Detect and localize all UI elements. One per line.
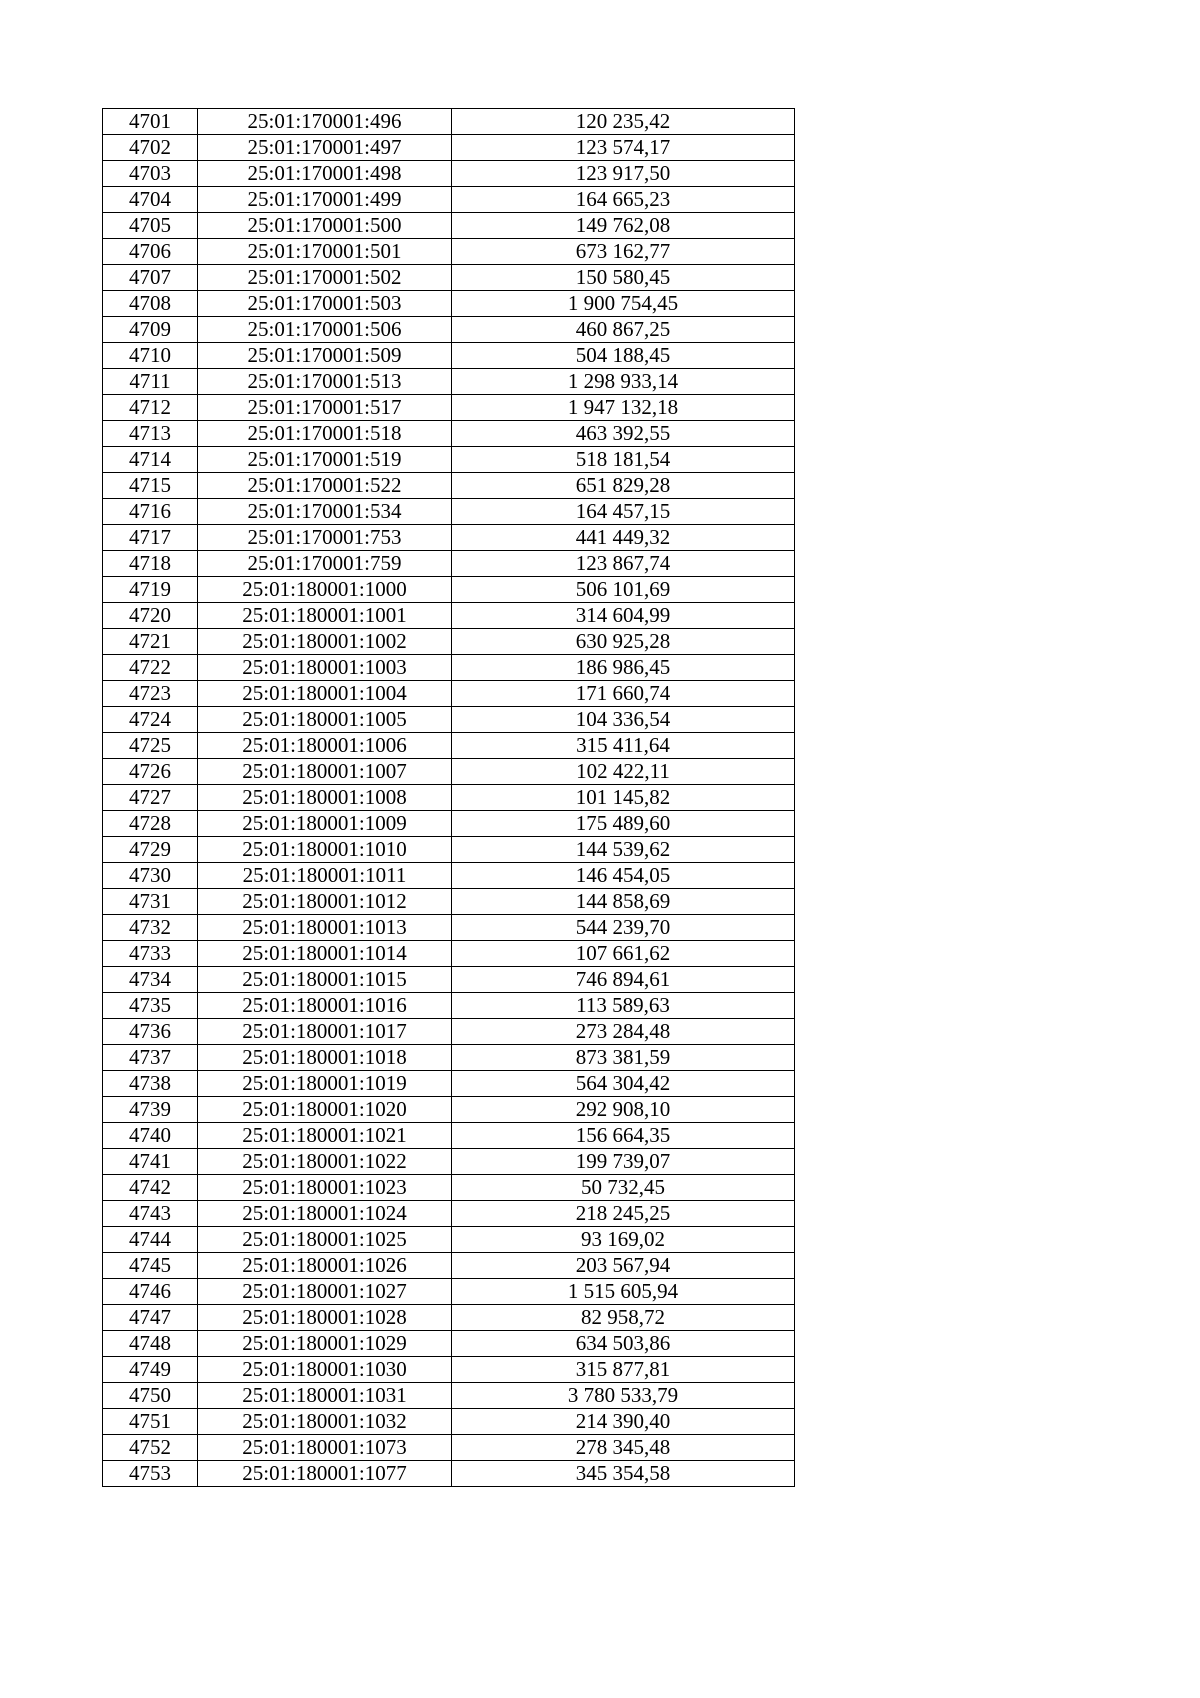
cadastral-number-cell: 25:01:180001:1019	[198, 1071, 452, 1097]
cadastral-value-cell: 101 145,82	[452, 785, 795, 811]
cadastral-number-cell: 25:01:170001:753	[198, 525, 452, 551]
row-number-cell: 4721	[103, 629, 198, 655]
row-number-cell: 4739	[103, 1097, 198, 1123]
cadastral-number-cell: 25:01:180001:1032	[198, 1409, 452, 1435]
cadastral-number-cell: 25:01:180001:1073	[198, 1435, 452, 1461]
table-row	[103, 967, 795, 993]
table-row	[103, 213, 795, 239]
row-number-cell: 4720	[103, 603, 198, 629]
row-number-cell: 4728	[103, 811, 198, 837]
cadastral-value-table	[102, 108, 795, 1487]
cadastral-number-cell: 25:01:170001:499	[198, 187, 452, 213]
cadastral-value-cell: 441 449,32	[452, 525, 795, 551]
table-row	[103, 109, 795, 135]
row-number-cell: 4718	[103, 551, 198, 577]
row-number-cell: 4740	[103, 1123, 198, 1149]
cadastral-value-cell: 102 422,11	[452, 759, 795, 785]
table-row	[103, 161, 795, 187]
cadastral-value-cell: 175 489,60	[452, 811, 795, 837]
cadastral-value-cell: 314 604,99	[452, 603, 795, 629]
row-number-cell: 4731	[103, 889, 198, 915]
table-row	[103, 1227, 795, 1253]
table-row	[103, 447, 795, 473]
row-number-cell: 4716	[103, 499, 198, 525]
cadastral-number-cell: 25:01:180001:1011	[198, 863, 452, 889]
cadastral-number-cell: 25:01:180001:1077	[198, 1461, 452, 1487]
table-row	[103, 551, 795, 577]
cadastral-value-cell: 82 958,72	[452, 1305, 795, 1331]
table-row	[103, 1435, 795, 1461]
cadastral-number-cell: 25:01:180001:1001	[198, 603, 452, 629]
cadastral-value-cell: 504 188,45	[452, 343, 795, 369]
table-row	[103, 1279, 795, 1305]
cadastral-number-cell: 25:01:180001:1027	[198, 1279, 452, 1305]
table-row	[103, 1149, 795, 1175]
cadastral-value-cell: 315 411,64	[452, 733, 795, 759]
cadastral-number-cell: 25:01:170001:496	[198, 109, 452, 135]
row-number-cell: 4724	[103, 707, 198, 733]
row-number-cell: 4717	[103, 525, 198, 551]
cadastral-value-cell: 199 739,07	[452, 1149, 795, 1175]
cadastral-number-cell: 25:01:170001:513	[198, 369, 452, 395]
cadastral-number-cell: 25:01:180001:1006	[198, 733, 452, 759]
cadastral-value-cell: 150 580,45	[452, 265, 795, 291]
cadastral-value-cell: 634 503,86	[452, 1331, 795, 1357]
cadastral-value-cell: 630 925,28	[452, 629, 795, 655]
cadastral-number-cell: 25:01:180001:1013	[198, 915, 452, 941]
row-number-cell: 4744	[103, 1227, 198, 1253]
cadastral-number-cell: 25:01:180001:1003	[198, 655, 452, 681]
cadastral-value-cell: 544 239,70	[452, 915, 795, 941]
table-row	[103, 1201, 795, 1227]
cadastral-value-cell: 113 589,63	[452, 993, 795, 1019]
cadastral-number-cell: 25:01:180001:1008	[198, 785, 452, 811]
cadastral-value-cell: 1 515 605,94	[452, 1279, 795, 1305]
cadastral-value-cell: 123 574,17	[452, 135, 795, 161]
cadastral-value-cell: 1 900 754,45	[452, 291, 795, 317]
table-row	[103, 187, 795, 213]
row-number-cell: 4730	[103, 863, 198, 889]
cadastral-number-cell: 25:01:180001:1010	[198, 837, 452, 863]
row-number-cell: 4753	[103, 1461, 198, 1487]
cadastral-value-cell: 146 454,05	[452, 863, 795, 889]
cadastral-value-cell: 564 304,42	[452, 1071, 795, 1097]
cadastral-value-cell: 171 660,74	[452, 681, 795, 707]
table-row	[103, 135, 795, 161]
table-row	[103, 1123, 795, 1149]
table-row	[103, 863, 795, 889]
cadastral-number-cell: 25:01:180001:1017	[198, 1019, 452, 1045]
row-number-cell: 4742	[103, 1175, 198, 1201]
row-number-cell: 4725	[103, 733, 198, 759]
row-number-cell: 4712	[103, 395, 198, 421]
row-number-cell: 4723	[103, 681, 198, 707]
cadastral-number-cell: 25:01:170001:506	[198, 317, 452, 343]
row-number-cell: 4733	[103, 941, 198, 967]
row-number-cell: 4729	[103, 837, 198, 863]
row-number-cell: 4752	[103, 1435, 198, 1461]
row-number-cell: 4707	[103, 265, 198, 291]
row-number-cell: 4714	[103, 447, 198, 473]
table-row	[103, 993, 795, 1019]
cadastral-value-cell: 746 894,61	[452, 967, 795, 993]
cadastral-number-cell: 25:01:170001:759	[198, 551, 452, 577]
row-number-cell: 4709	[103, 317, 198, 343]
cadastral-number-cell: 25:01:180001:1025	[198, 1227, 452, 1253]
table-row	[103, 1045, 795, 1071]
cadastral-number-cell: 25:01:170001:503	[198, 291, 452, 317]
table-row	[103, 1071, 795, 1097]
cadastral-value-cell: 506 101,69	[452, 577, 795, 603]
cadastral-number-cell: 25:01:180001:1026	[198, 1253, 452, 1279]
table-row	[103, 681, 795, 707]
cadastral-number-cell: 25:01:180001:1018	[198, 1045, 452, 1071]
table-row	[103, 239, 795, 265]
row-number-cell: 4732	[103, 915, 198, 941]
table-row	[103, 1409, 795, 1435]
row-number-cell: 4749	[103, 1357, 198, 1383]
cadastral-number-cell: 25:01:170001:501	[198, 239, 452, 265]
row-number-cell: 4722	[103, 655, 198, 681]
cadastral-number-cell: 25:01:180001:1000	[198, 577, 452, 603]
table-row	[103, 577, 795, 603]
row-number-cell: 4719	[103, 577, 198, 603]
table-row	[103, 343, 795, 369]
cadastral-number-cell: 25:01:180001:1029	[198, 1331, 452, 1357]
cadastral-number-cell: 25:01:180001:1014	[198, 941, 452, 967]
row-number-cell: 4734	[103, 967, 198, 993]
cadastral-value-cell: 123 867,74	[452, 551, 795, 577]
table-row	[103, 525, 795, 551]
table-row	[103, 1357, 795, 1383]
cadastral-value-cell: 873 381,59	[452, 1045, 795, 1071]
row-number-cell: 4710	[103, 343, 198, 369]
row-number-cell: 4706	[103, 239, 198, 265]
cadastral-value-cell: 203 567,94	[452, 1253, 795, 1279]
cadastral-value-cell: 273 284,48	[452, 1019, 795, 1045]
row-number-cell: 4738	[103, 1071, 198, 1097]
cadastral-value-cell: 156 664,35	[452, 1123, 795, 1149]
cadastral-number-cell: 25:01:180001:1031	[198, 1383, 452, 1409]
row-number-cell: 4727	[103, 785, 198, 811]
row-number-cell: 4741	[103, 1149, 198, 1175]
table-row	[103, 889, 795, 915]
cadastral-value-cell: 673 162,77	[452, 239, 795, 265]
table-row	[103, 1383, 795, 1409]
row-number-cell: 4703	[103, 161, 198, 187]
cadastral-number-cell: 25:01:170001:519	[198, 447, 452, 473]
table-row	[103, 1331, 795, 1357]
cadastral-number-cell: 25:01:180001:1030	[198, 1357, 452, 1383]
cadastral-value-cell: 460 867,25	[452, 317, 795, 343]
table-row	[103, 655, 795, 681]
row-number-cell: 4701	[103, 109, 198, 135]
table-row	[103, 369, 795, 395]
row-number-cell: 4711	[103, 369, 198, 395]
cadastral-number-cell: 25:01:180001:1012	[198, 889, 452, 915]
cadastral-number-cell: 25:01:180001:1007	[198, 759, 452, 785]
table-row	[103, 265, 795, 291]
table-row	[103, 473, 795, 499]
table-row	[103, 421, 795, 447]
row-number-cell: 4737	[103, 1045, 198, 1071]
cadastral-number-cell: 25:01:180001:1009	[198, 811, 452, 837]
cadastral-number-cell: 25:01:170001:518	[198, 421, 452, 447]
table-row	[103, 317, 795, 343]
table-row	[103, 733, 795, 759]
cadastral-value-cell: 292 908,10	[452, 1097, 795, 1123]
table-row	[103, 499, 795, 525]
table-row	[103, 1019, 795, 1045]
table-row	[103, 1175, 795, 1201]
row-number-cell: 4715	[103, 473, 198, 499]
table-row	[103, 811, 795, 837]
cadastral-number-cell: 25:01:170001:502	[198, 265, 452, 291]
cadastral-value-cell: 463 392,55	[452, 421, 795, 447]
cadastral-value-cell: 107 661,62	[452, 941, 795, 967]
row-number-cell: 4743	[103, 1201, 198, 1227]
cadastral-value-cell: 186 986,45	[452, 655, 795, 681]
table-row	[103, 1097, 795, 1123]
table-row	[103, 1305, 795, 1331]
row-number-cell: 4748	[103, 1331, 198, 1357]
row-number-cell: 4713	[103, 421, 198, 447]
cadastral-number-cell: 25:01:170001:498	[198, 161, 452, 187]
table-row	[103, 707, 795, 733]
cadastral-number-cell: 25:01:180001:1015	[198, 967, 452, 993]
cadastral-value-cell: 144 858,69	[452, 889, 795, 915]
row-number-cell: 4746	[103, 1279, 198, 1305]
table-row	[103, 915, 795, 941]
cadastral-value-cell: 1 947 132,18	[452, 395, 795, 421]
row-number-cell: 4708	[103, 291, 198, 317]
cadastral-number-cell: 25:01:180001:1024	[198, 1201, 452, 1227]
table-row	[103, 1253, 795, 1279]
table-row	[103, 603, 795, 629]
table-row	[103, 759, 795, 785]
cadastral-value-cell: 104 336,54	[452, 707, 795, 733]
cadastral-value-cell: 164 457,15	[452, 499, 795, 525]
cadastral-number-cell: 25:01:170001:517	[198, 395, 452, 421]
row-number-cell: 4704	[103, 187, 198, 213]
cadastral-number-cell: 25:01:180001:1023	[198, 1175, 452, 1201]
row-number-cell: 4705	[103, 213, 198, 239]
cadastral-value-cell: 218 245,25	[452, 1201, 795, 1227]
cadastral-value-cell: 144 539,62	[452, 837, 795, 863]
cadastral-value-cell: 518 181,54	[452, 447, 795, 473]
cadastral-number-cell: 25:01:170001:534	[198, 499, 452, 525]
cadastral-value-cell: 278 345,48	[452, 1435, 795, 1461]
cadastral-value-cell: 149 762,08	[452, 213, 795, 239]
table-row	[103, 291, 795, 317]
cadastral-value-cell: 50 732,45	[452, 1175, 795, 1201]
table-row	[103, 785, 795, 811]
cadastral-number-cell: 25:01:180001:1021	[198, 1123, 452, 1149]
row-number-cell: 4736	[103, 1019, 198, 1045]
cadastral-number-cell: 25:01:170001:522	[198, 473, 452, 499]
cadastral-value-cell: 214 390,40	[452, 1409, 795, 1435]
cadastral-value-cell: 3 780 533,79	[452, 1383, 795, 1409]
row-number-cell: 4745	[103, 1253, 198, 1279]
cadastral-number-cell: 25:01:180001:1020	[198, 1097, 452, 1123]
cadastral-number-cell: 25:01:180001:1022	[198, 1149, 452, 1175]
table-row	[103, 941, 795, 967]
cadastral-value-cell: 651 829,28	[452, 473, 795, 499]
row-number-cell: 4751	[103, 1409, 198, 1435]
cadastral-number-cell: 25:01:180001:1016	[198, 993, 452, 1019]
cadastral-number-cell: 25:01:170001:500	[198, 213, 452, 239]
table-row	[103, 1461, 795, 1487]
row-number-cell: 4702	[103, 135, 198, 161]
table-row	[103, 837, 795, 863]
cadastral-value-cell: 123 917,50	[452, 161, 795, 187]
row-number-cell: 4726	[103, 759, 198, 785]
row-number-cell: 4747	[103, 1305, 198, 1331]
table-body	[103, 109, 795, 1487]
table-row	[103, 395, 795, 421]
cadastral-number-cell: 25:01:170001:497	[198, 135, 452, 161]
cadastral-value-cell: 93 169,02	[452, 1227, 795, 1253]
cadastral-value-cell: 315 877,81	[452, 1357, 795, 1383]
cadastral-number-cell: 25:01:170001:509	[198, 343, 452, 369]
cadastral-number-cell: 25:01:180001:1002	[198, 629, 452, 655]
row-number-cell: 4750	[103, 1383, 198, 1409]
cadastral-number-cell: 25:01:180001:1005	[198, 707, 452, 733]
cadastral-number-cell: 25:01:180001:1004	[198, 681, 452, 707]
cadastral-value-cell: 120 235,42	[452, 109, 795, 135]
cadastral-number-cell: 25:01:180001:1028	[198, 1305, 452, 1331]
cadastral-value-cell: 1 298 933,14	[452, 369, 795, 395]
cadastral-value-cell: 164 665,23	[452, 187, 795, 213]
cadastral-value-cell: 345 354,58	[452, 1461, 795, 1487]
row-number-cell: 4735	[103, 993, 198, 1019]
table-row	[103, 629, 795, 655]
